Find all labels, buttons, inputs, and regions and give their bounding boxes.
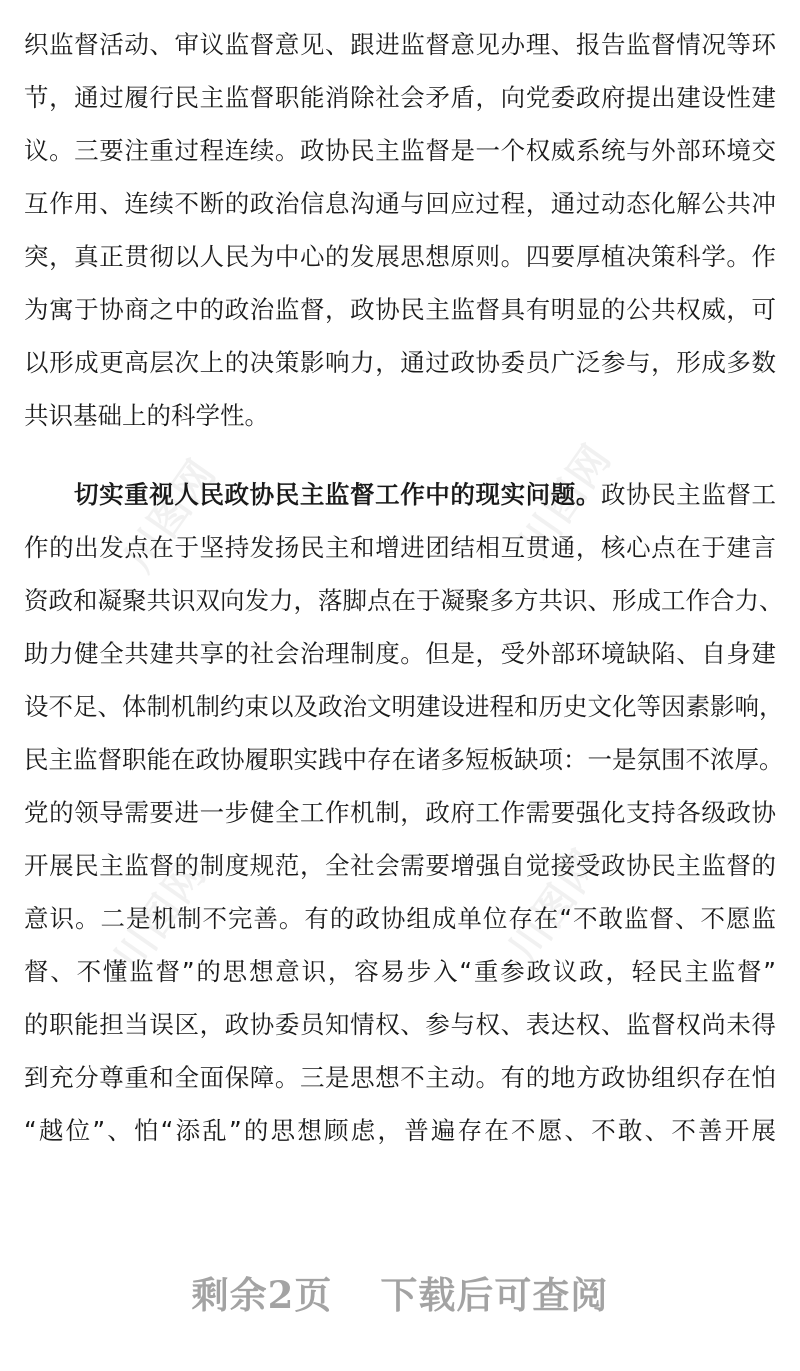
watermark: 川图网 — [115, 450, 226, 581]
text-line: 党的领导需要进一步健全工作机制，政府工作需要强化支持各级政协 — [24, 798, 776, 827]
watermark: 川图网 — [500, 840, 611, 971]
text-line: 设不足、体制机制约束以及政治文明建设进程和历史文化等因素影响， — [24, 692, 784, 721]
text-line: 民主监督职能在政协履职实践中存在诸多短板缺项：一是氛围不浓厚。 — [24, 745, 784, 774]
text-line: 突，真正贯彻以人民为中心的发展思想原则。四要厚植决策科学。作 — [24, 242, 776, 271]
text-line: 以形成更高层次上的决策影响力，通过政协委员广泛参与，形成多数 — [24, 348, 776, 377]
watermark: 川图网 — [510, 435, 621, 566]
text-line: 共识基础上的科学性。 — [24, 401, 269, 430]
section-heading-line — [74, 475, 776, 515]
section-heading-tail: 政协民主监督工 — [600, 480, 777, 509]
remaining-pages-label: 剩余2页 — [191, 1273, 333, 1317]
text-line: 督、不懂监督”的思想意识，容易步入“重参政议政，轻民主监督” — [24, 957, 776, 986]
watermark: 川图网 — [105, 850, 216, 981]
text-line: “越位”、怕“添乱”的思想顾虑，普遍存在不愿、不敢、不善开展 — [24, 1116, 776, 1145]
text-line: 助力健全共建共享的社会治理制度。但是，受外部环境缺陷、自身建 — [24, 639, 776, 668]
text-line: 的职能担当误区，政协委员知情权、参与权、表达权、监督权尚未得 — [24, 1010, 776, 1039]
text-line: 开展民主监督的制度规范，全社会需要增强自觉接受政协民主监督的 — [24, 851, 776, 880]
text-line: 节，通过履行民主监督职能消除社会矛盾，向党委政府提出建设性建 — [24, 83, 776, 112]
text-line: 作的出发点在于坚持发扬民主和增进团结相互贯通，核心点在于建言 — [24, 533, 776, 562]
text-line: 资政和凝聚共识双向发力，落脚点在于凝聚多方共识、形成工作合力、 — [24, 586, 784, 615]
text-line: 为寓于协商之中的政治监督，政协民主监督具有明显的公共权威，可 — [24, 295, 776, 324]
section-heading: 切实重视人民政协民主监督工作中的现实问题。 — [74, 480, 601, 509]
text-line: 到充分尊重和全面保障。三是思想不主动。有的地方政协组织存在怕 — [24, 1063, 776, 1092]
text-line: 织监督活动、审议监督意见、跟进监督意见办理、报告监督情况等环 — [24, 30, 776, 59]
text-line: 议。三要注重过程连续。政协民主监督是一个权威系统与外部环境交 — [24, 136, 776, 165]
text-line: 意识。二是机制不完善。有的政协组成单位存在“不敢监督、不愿监 — [24, 904, 776, 933]
text-line: 互作用、连续不断的政治信息沟通与回应过程，通过动态化解公共冲 — [24, 189, 776, 218]
download-prompt-banner[interactable] — [0, 1265, 800, 1319]
download-hint-label: 下载后可查阅 — [380, 1273, 609, 1317]
